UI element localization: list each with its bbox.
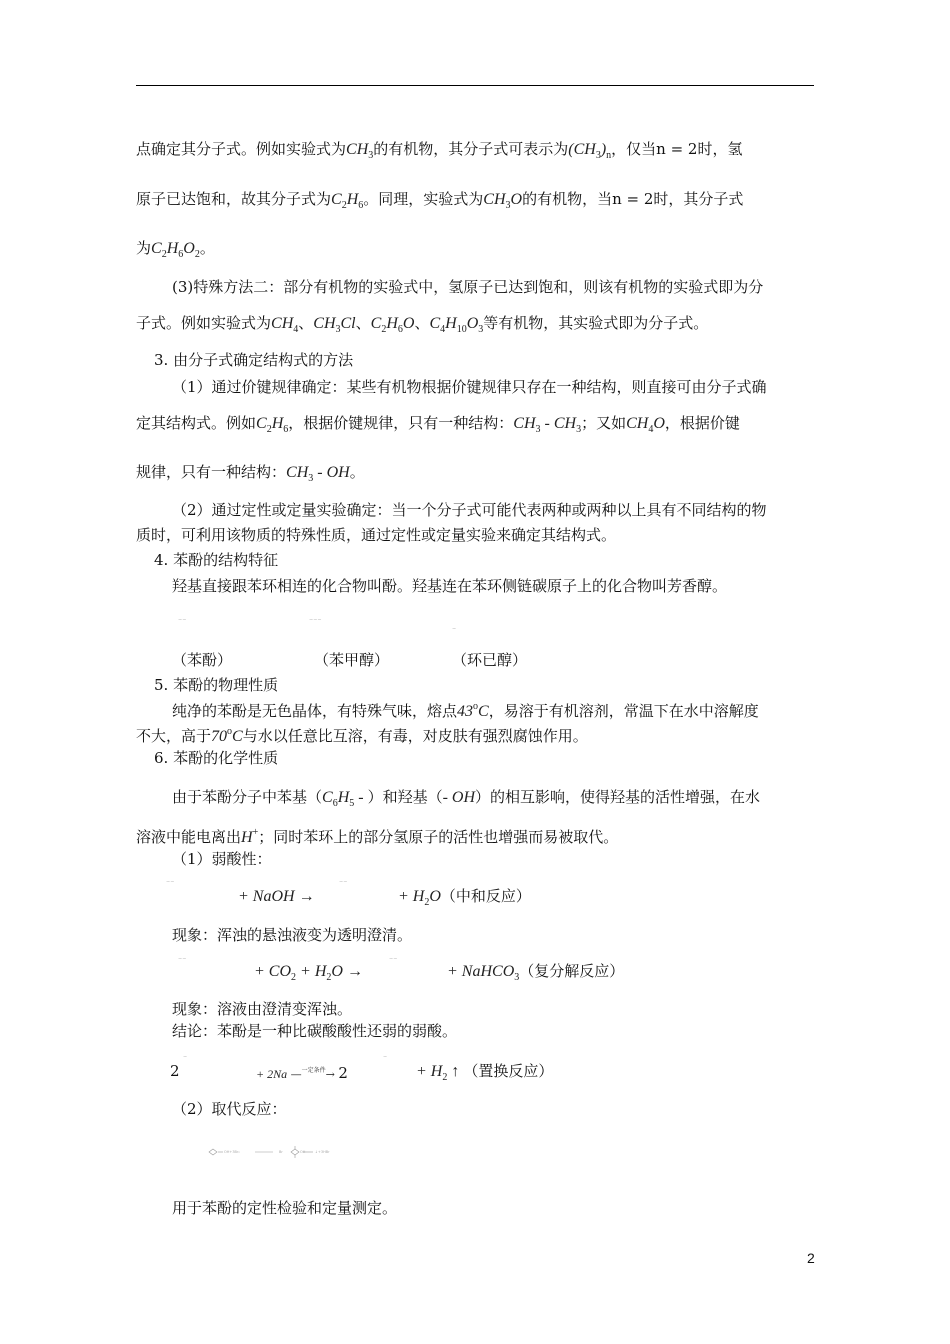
text: 定其结构式。例如 (136, 414, 257, 432)
observation-2: 现象：溶液由澄清变浑浊。 (172, 1000, 353, 1018)
text: ；又如 (581, 414, 627, 432)
reaction-3-mid: + 2Na —$^{一定条件}$→ 2 (256, 1064, 348, 1082)
text: 、 (355, 314, 371, 332)
bromination-reaction-image (205, 1143, 347, 1161)
text: 。同理，实验式为 (363, 190, 484, 208)
structure-image-placeholder: ~~ (339, 879, 348, 885)
text: ）和羟基（ (367, 788, 443, 806)
text: 点确定其分子式。例如实验式为 (136, 140, 347, 158)
svg-text:↓+3HBr: ↓+3HBr (315, 1150, 330, 1154)
section-heading: 3. 由分子式确定结构式的方法 (154, 351, 354, 369)
text: 的有机物，其分子式可表示为 (373, 140, 569, 158)
formula-C2H6: $C_2H_6$ (331, 191, 364, 211)
substitution-use: 用于苯酚的定性检验和定量测定。 (172, 1199, 398, 1217)
structure-image-placeholder: ~~ (178, 956, 187, 962)
structure-image-placeholder: ~~ (389, 956, 398, 962)
text: ，仅当n = 2时，氢 (611, 140, 743, 158)
formula-C2H6O: $C_2H_6O$ (370, 315, 415, 335)
formula-CH4O: $CH_4O$ (626, 415, 665, 435)
text: 子式。例如实验式为 (136, 314, 272, 332)
text: ，根据价键 (664, 414, 740, 432)
structure-image-placeholder: ~ (452, 626, 457, 632)
text: 为 (136, 239, 152, 257)
text-line (136, 189, 743, 216)
svg-text:OH+3Br₂: OH+3Br₂ (224, 1150, 240, 1154)
text-line (172, 787, 760, 814)
formula-C4H10O3: $C_4H_{10}O_3$ (429, 315, 484, 335)
text-line (136, 139, 742, 166)
temp-43C: 43$^o$C (457, 701, 489, 720)
formula-CH3: $CH_3$ (346, 141, 374, 161)
formula-C2H6: $C_2H_6$ (256, 415, 289, 435)
text: 由于苯酚分子中苯基（ (172, 788, 323, 806)
text: 、 (298, 314, 314, 332)
text: 等有机物，其实验式即为分子式。 (483, 314, 709, 332)
text-line (136, 413, 740, 440)
reaction-note: （复分解反应） (519, 962, 625, 980)
reaction-3-rhs: + $H_2$ ↑ （置换反应） (416, 1062, 554, 1083)
reaction-2-rhs: + NaHCO$_3$（复分解反应） (447, 962, 625, 983)
header-rule (136, 85, 814, 86)
structure-image-placeholder: ~~ (178, 617, 187, 623)
reaction-3-coefficient: 2 (170, 1062, 180, 1080)
page-number: 2 (807, 1250, 815, 1266)
subheading-substitution: （2）取代反应： (172, 1100, 287, 1118)
section-heading: 5. 苯酚的物理性质 (154, 676, 279, 694)
formula-C6H5: $C_6H_5$ - (322, 789, 368, 809)
reaction-1-rhs: + $H_2O$（中和反应） (398, 887, 531, 908)
structure-image-placeholder: ~ (383, 1054, 388, 1060)
section-heading: 4. 苯酚的结构特征 (154, 551, 279, 569)
structure-image-placeholder: ~ (183, 1054, 188, 1060)
formula-OH: - OH (442, 789, 476, 806)
svg-text:Br: Br (279, 1150, 283, 1154)
text: 。 (199, 239, 215, 257)
text: 纯净的苯酚是无色晶体，有特殊气味，熔点 (172, 702, 458, 720)
text-line: (3)特殊方法二：部分有机物的实验式中，氢原子已达到饱和，则该有机物的实验式即为分 (172, 278, 764, 296)
structure-image-placeholder: ~~ (166, 879, 175, 885)
text-line (136, 722, 588, 747)
formula-H-plus: H+ (241, 827, 259, 846)
reaction-3-coefficient-2: 2 (338, 1064, 348, 1082)
text: 不大，高于 (136, 727, 212, 745)
formula-CH3O: $CH_3O$ (483, 191, 523, 211)
text-line: 羟基直接跟苯环相连的化合物叫酚。羟基连在苯环侧链碳原子上的化合物叫芳香醇。 (172, 577, 728, 595)
text: 溶液中能电离出 (136, 828, 242, 846)
text: 与水以任意比互溶，有毒，对皮肤有强烈腐蚀作用。 (242, 727, 588, 745)
formula-CH3-CH3: $CH_3 - CH_3$ (513, 415, 582, 435)
formula-C2H6O2: $C_2H_6O_2$ (151, 240, 200, 260)
text: 。 (349, 463, 365, 481)
text: 原子已达饱和，故其分子式为 (136, 190, 332, 208)
text-line (136, 823, 618, 848)
text-line (172, 697, 759, 722)
svg-text:OH: OH (300, 1150, 306, 1154)
reaction-note: （中和反应） (440, 887, 531, 905)
text: ）的相互影响，使得羟基的活性增强，在水 (475, 788, 761, 806)
observation-1: 现象：浑浊的悬浊液变为透明澄清。 (172, 926, 413, 944)
formula-CH3-OH: $CH_3$ - OH (286, 464, 350, 484)
reaction-2-lhs: + $CO_2 + H_2O$ → (254, 963, 363, 983)
text-line (136, 462, 365, 489)
text: ，根据价键规律，只有一种结构： (288, 414, 514, 432)
text-line: （2）通过定性或定量实验确定：当一个分子式可能代表两种或两种以上具有不同结构的物 (172, 501, 767, 519)
text-line (136, 313, 708, 340)
text-line (136, 238, 215, 265)
temp-70C: 70$^o$C (211, 726, 243, 745)
formula-CH4: $CH_4$ (271, 315, 299, 335)
text: 、 (414, 314, 430, 332)
structure-label-benzyl-alcohol: （苯甲醇） (314, 651, 390, 669)
formula-CH3Cl: $CH_3Cl$ (313, 315, 356, 335)
text-line: 质时，可利用该物质的特殊性质，通过定性或定量实验来确定其结构式。 (136, 526, 617, 544)
text: ；同时苯环上的部分氢原子的活性也增强而易被取代。 (258, 828, 619, 846)
structure-label-phenol: （苯酚） (172, 651, 233, 669)
reaction-1-lhs: + NaOH → (238, 888, 315, 905)
text-line: （1）通过价键规律确定：某些有机物根据价键规律只存在一种结构，则直接可由分子式确 (172, 378, 767, 396)
reaction-note: （置换反应） (463, 1062, 554, 1080)
formula-CH3n: $(CH_3)_n$ (568, 141, 612, 161)
structure-label-cyclohexanol: （环已醇） (452, 651, 528, 669)
section-heading: 6. 苯酚的化学性质 (154, 749, 279, 767)
text: 规律，只有一种结构： (136, 463, 287, 481)
subheading-acidity: （1）弱酸性： (172, 850, 272, 868)
text: ，易溶于有机溶剂，常温下在水中溶解度 (488, 702, 759, 720)
text: 的有机物，当n = 2时，其分子式 (522, 190, 744, 208)
conclusion: 结论：苯酚是一种比碳酸酸性还弱的弱酸。 (172, 1022, 458, 1040)
structure-image-placeholder: ~~~ (309, 617, 322, 623)
